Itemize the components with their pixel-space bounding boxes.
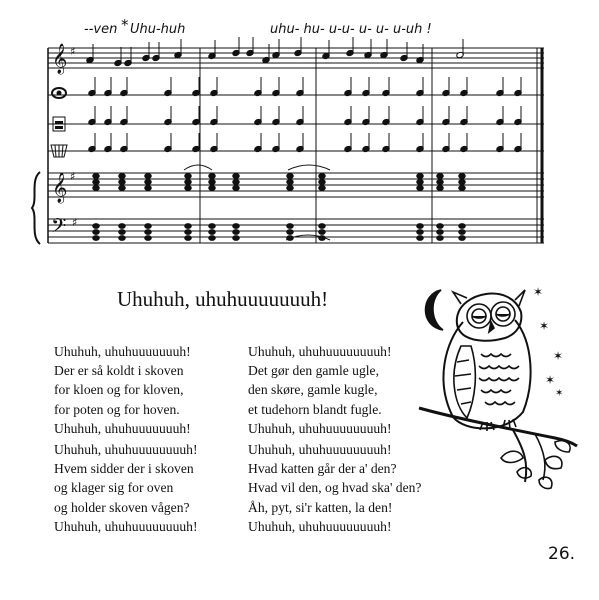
piano-treble-chord-note [417,174,424,179]
stanza-line: Hvem sidder der i skoven [54,461,194,477]
piano-treble-chord-note [185,186,192,191]
piano-bass-chord-note [459,224,466,229]
piano-bass-chord-note [319,224,326,229]
stanza-line: Uhuhuh, uhuhuuuuuuuuh! [248,442,392,457]
piano-bass-chord-note [145,230,152,235]
stanza-line: Uhuhuh, uhuhuuuuuuuuh! [248,518,392,534]
piano-bass-chord-note [119,230,126,235]
stanza-line: Uhuhuh, uhuhuuuuuuuh! [54,344,191,359]
svg-text:♯: ♯ [72,216,78,229]
piano-treble-chord-note [233,174,240,179]
piano-bass-chord-note [417,224,424,229]
stanza-line: og klager sig for oven [54,480,174,496]
stanza-line: for poten og for hoven. [54,401,180,417]
stanza-line: Hvad katten går der a' den? [248,461,397,477]
stanza-line: Uhuhuh, uhuhuuuuuuuuh! [248,420,392,436]
song-title: Uhuhuh, uhuhuuuuuuuh! [117,287,329,311]
piano-bass-chord-note [459,230,466,235]
piano-bass-chord-note [93,224,100,229]
piano-bass-chord-note [209,224,216,229]
piano-bass-chord-note [93,230,100,235]
music-score [0,0,599,280]
stanza-4 [248,440,421,536]
piano-treble-chord-note [459,174,466,179]
piano-treble-chord-note [145,174,152,179]
piano-treble-chord-note [93,174,100,179]
star-icon: ✶ [539,319,550,333]
piano-treble-chord-note [287,174,294,179]
piano-treble-chord-note [287,186,294,191]
svg-text:♯: ♯ [70,45,76,58]
stanza-line: Uhuhuh, uhuhuuuuuuuh! [54,420,191,436]
treble-clef-piano: 𝄞 [52,173,68,203]
piano-treble-chord-note [209,174,216,179]
piano-bass-chord-note [145,224,152,229]
stanza-2 [54,440,198,536]
stanza-line: Åh, pyt, si'r katten, la den! [248,499,393,515]
star-icon: ✶ [553,349,564,363]
lyric-mid: Uhu-huh [130,22,186,37]
piano-bass-chord-note [233,230,240,235]
stanza-1 [54,342,191,438]
lyric-right: uhu- hu- u-u- u- u- u-uh ! [270,22,432,37]
piano-bass-chord-note [417,236,424,241]
piano-treble-chord-note [209,180,216,185]
piano-treble-chord-note [119,180,126,185]
piano-bass-chord-note [459,236,466,241]
bass-clef: 𝄢 [51,214,67,242]
drum-icon [52,88,66,98]
leaf-icon [555,441,570,452]
piano-bass-chord-note [319,230,326,235]
piano-treble-chord-note [459,186,466,191]
piano-treble-chord-note [119,174,126,179]
tie [288,165,330,170]
piano-bass-chord-note [287,230,294,235]
stanza-line: Uhuhuh, uhuhuuuuuuuuh! [248,344,392,359]
piano-bass-chord-note [233,224,240,229]
stanza-line: et tudehorn blandt fugle. [248,401,382,417]
stanza-line: for kloen og for kloven, [54,382,184,398]
piano-bass-chord-note [287,224,294,229]
treble-clef: 𝄞 [52,44,68,74]
piano-bass-chord-note [437,230,444,235]
piano-bass-chord-note [93,236,100,241]
piano-treble-chord-note [437,186,444,191]
piano-bass-chord-note [119,224,126,229]
star-icon: ✶ [545,373,556,387]
piano-bass-chord-note [437,236,444,241]
piano-treble-chord-note [233,186,240,191]
stanza-line: Uhuhuh, uhuhuuuuuuuuh! [54,518,198,534]
piano-bass-chord-note [185,224,192,229]
piano-treble-chord-note [93,186,100,191]
leaf-icon [501,451,523,462]
piano-treble-chord-note [417,180,424,185]
star-icon: ✶ [533,285,544,299]
stanza-line: og holder skoven vågen? [54,499,190,515]
leaf-icon [545,456,562,468]
piano-treble-chord-note [287,180,294,185]
piano-bass-chord-note [185,230,192,235]
page-number: 26. [548,544,576,564]
piano-treble-chord-note [185,174,192,179]
piano-treble-chord-note [209,186,216,191]
piano-bass-chord-note [437,224,444,229]
piano-treble-chord-note [319,180,326,185]
stanza-line: Uhuhuh, uhuhuuuuuuuuh! [54,442,198,457]
piano-bass-chord-note [119,236,126,241]
piano-treble-chord-note [119,186,126,191]
piano-treble-chord-note [233,180,240,185]
leaf-icon [539,477,552,488]
star-icon: ✶ [555,388,564,399]
piano-treble-chord-note [185,180,192,185]
piano-bass-chord-note [209,236,216,241]
stanza-line: Det gør den gamle ugle, [248,363,379,379]
stanza-line: den skøre, gamle kugle, [248,382,378,398]
piano-treble-chord-note [319,186,326,191]
stanza-line: Hvad vil den, og hvad ska' den? [248,480,422,496]
piano-treble-chord-note [145,180,152,185]
piano-treble-chord-note [93,180,100,185]
stanza-line: Der er så koldt i skoven [54,363,184,379]
tie [184,165,212,170]
piano-treble-chord-note [145,186,152,191]
stanza-3 [248,342,392,438]
moon-icon [426,290,444,330]
svg-text:♯: ♯ [70,170,76,183]
owl-illustration [405,282,590,497]
lyric-left: --ven [84,22,118,37]
piano-treble-chord-note [437,174,444,179]
piano-treble-chord-note [417,186,424,191]
piano-bass-chord-note [233,236,240,241]
piano-treble-chord-note [437,180,444,185]
piano-treble-chord-note [319,174,326,179]
piano-bass-chord-note [209,230,216,235]
piano-treble-chord-note [459,180,466,185]
leaf-icon [517,468,531,478]
piano-bass-chord-note [145,236,152,241]
lyric-marker: * [121,16,129,34]
piano-bass-chord-note [185,236,192,241]
piano-bass-chord-note [417,230,424,235]
